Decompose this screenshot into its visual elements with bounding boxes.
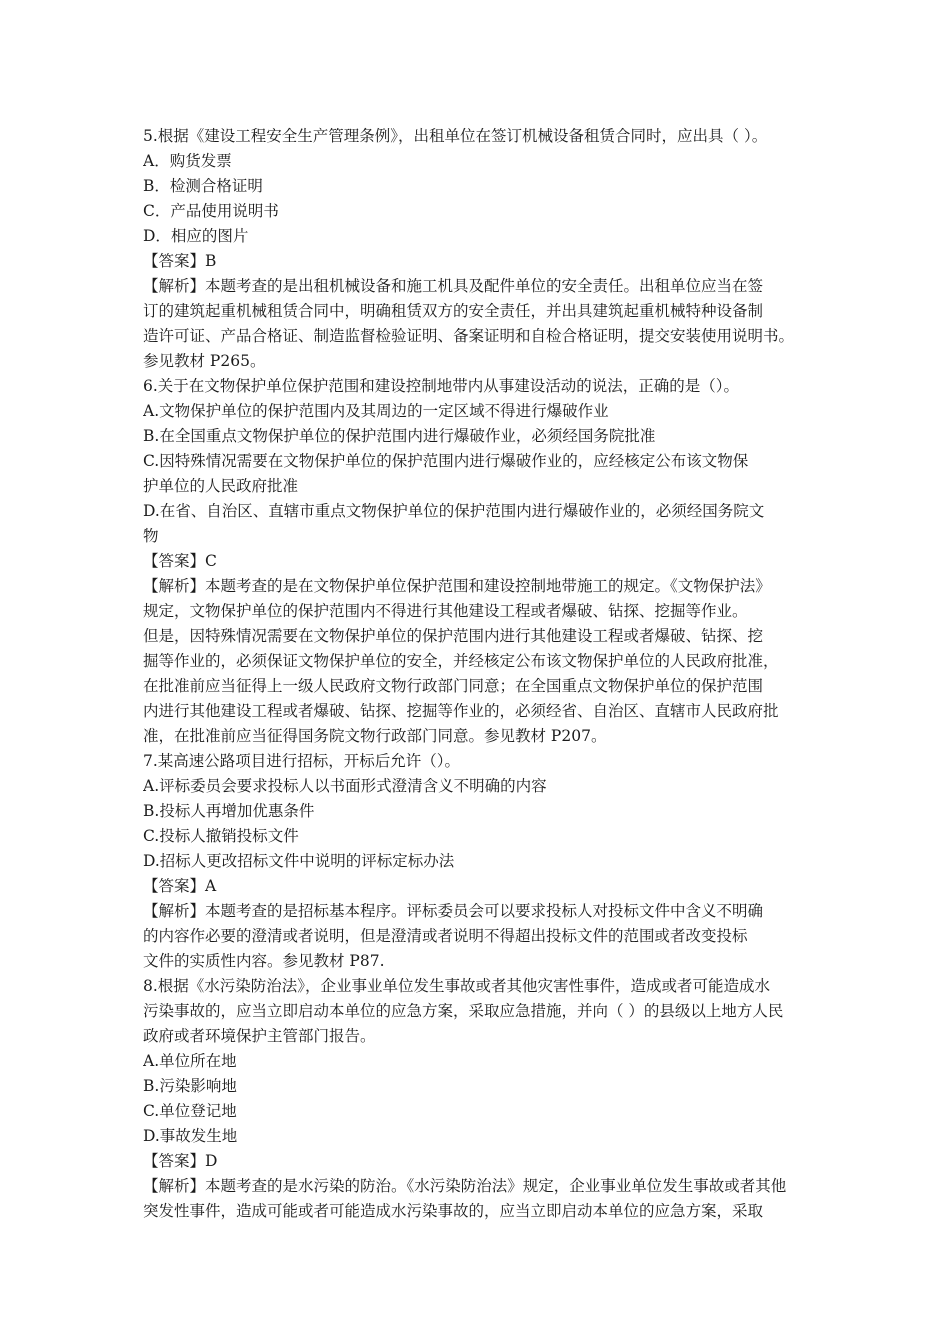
- question-7-option-c: C.投标人撤销投标文件: [143, 827, 299, 845]
- question-7-stem: 7.某高速公路项目进行招标，开标后允许（）。: [143, 752, 461, 770]
- question-8-option-c: C.单位登记地: [143, 1102, 237, 1120]
- question-5-analysis-line: 订的建筑起重机械租赁合同中，明确租赁双方的安全责任，并出具建筑起重机械特种设备制: [143, 302, 764, 320]
- question-6-analysis-line: 规定，文物保护单位的保护范围内不得进行其他建设工程或者爆破、钻探、挖掘等作业。: [143, 602, 748, 620]
- question-8-option-b: B.污染影响地: [143, 1077, 237, 1095]
- question-8-answer: 【答案】D: [143, 1152, 218, 1170]
- question-5-stem: 5.根据《建设工程安全生产管理条例》，出租单位在签订机械设备租赁合同时，应出具（ ）。: [143, 127, 768, 145]
- question-7-option-d: D.招标人更改招标文件中说明的评标定标办法: [143, 852, 455, 870]
- question-6-analysis-line: 准，在批准前应当征得国务院文物行政部门同意。参见教材 P207。: [143, 727, 607, 745]
- question-5-option-b: B．检测合格证明: [143, 177, 263, 195]
- question-6-option-d: D.在省、自治区、直辖市重点文物保护单位的保护范围内进行爆破作业的，必须经国务院文: [143, 502, 765, 520]
- question-6-option-c-cont: 护单位的人民政府批准: [143, 477, 299, 495]
- question-6-option-a: A.文物保护单位的保护范围内及其周边的一定区域不得进行爆破作业: [143, 402, 609, 420]
- question-5-analysis-line: 造许可证、产品合格证、制造监督检验证明、备案证明和自检合格证明，提交安装使用说明书。: [143, 327, 795, 345]
- question-6-stem: 6.关于在文物保护单位保护范围和建设控制地带内从事建设活动的说法，正确的是（）。: [143, 377, 740, 395]
- question-6-option-b: B.在全国重点文物保护单位的保护范围内进行爆破作业，必须经国务院批准: [143, 427, 656, 445]
- question-7-option-b: B.投标人再增加优惠条件: [143, 802, 315, 820]
- question-8-analysis-line: 【解析】本题考查的是水污染的防治。《水污染防治法》规定，企业事业单位发生事故或者其他: [143, 1177, 787, 1195]
- question-6-analysis-line: 【解析】本题考查的是在文物保护单位保护范围和建设控制地带施工的规定。《文物保护法》: [143, 577, 771, 595]
- question-6-option-d-cont: 物: [143, 527, 159, 545]
- question-6-answer: 【答案】C: [143, 552, 217, 570]
- question-6-analysis-line: 掘等作业的，必须保证文物保护单位的安全，并经核定公布该文物保护单位的人民政府批准，: [143, 652, 779, 670]
- question-7-option-a: A.评标委员会要求投标人以书面形式澄清含义不明确的内容: [143, 777, 547, 795]
- question-7-analysis-line: 的内容作必要的澄清或者说明，但是澄清或者说明不得超出投标文件的范围或者改变投标: [143, 927, 748, 945]
- question-8-option-a: A.单位所在地: [143, 1052, 237, 1070]
- question-6-option-c: C.因特殊情况需要在文物保护单位的保护范围内进行爆破作业的，应经核定公布该文物保: [143, 452, 749, 470]
- question-8-stem: 8.根据《水污染防治法》，企业事业单位发生事故或者其他灾害性事件，造成或者可能造成水: [143, 977, 771, 995]
- question-5-option-d: D．相应的图片: [143, 227, 249, 245]
- question-8-option-d: D.事故发生地: [143, 1127, 238, 1145]
- question-8-stem-cont: 污染事故的，应当立即启动本单位的应急方案，采取应急措施，并向（ ）的县级以上地方人民: [143, 1002, 784, 1020]
- question-6-analysis-line: 但是，因特殊情况需要在文物保护单位的保护范围内进行其他建设工程或者爆破、钻探、挖: [143, 627, 764, 645]
- question-6-analysis-line: 在批准前应当征得上一级人民政府文物行政部门同意；在全国重点文物保护单位的保护范围: [143, 677, 764, 695]
- question-6-analysis-line: 内进行其他建设工程或者爆破、钻探、挖掘等作业的，必须经省、自治区、直辖市人民政府批: [143, 702, 779, 720]
- question-5-option-a: A．购货发票: [143, 152, 232, 170]
- question-8-stem-cont: 政府或者环境保护主管部门报告。: [143, 1027, 376, 1045]
- question-8-analysis-line: 突发性事件，造成可能或者可能造成水污染事故的，应当立即启动本单位的应急方案，采取: [143, 1202, 764, 1220]
- question-5-option-c: C．产品使用说明书: [143, 202, 279, 220]
- document-page: [143, 124, 823, 1224]
- question-7-analysis-line: 【解析】本题考查的是招标基本程序。评标委员会可以要求投标人对投标文件中含义不明确: [143, 902, 764, 920]
- question-5-answer: 【答案】B: [143, 252, 217, 270]
- question-5-analysis-line: 【解析】本题考查的是出租机械设备和施工机具及配件单位的安全责任。出租单位应当在签: [143, 277, 764, 295]
- question-7-analysis-line: 文件的实质性内容。参见教材 P87.: [143, 952, 385, 970]
- question-5-analysis-line: 参见教材 P265。: [143, 352, 266, 370]
- question-7-answer: 【答案】A: [143, 877, 217, 895]
